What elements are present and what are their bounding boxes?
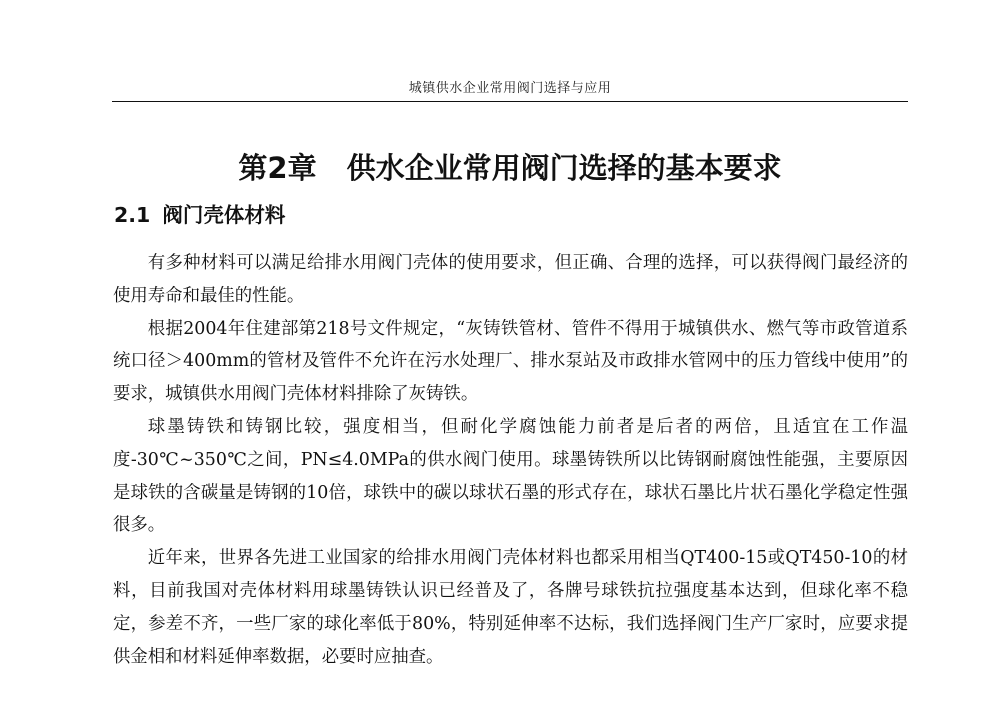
section-title-text: 阀门壳体材料: [162, 203, 286, 227]
section-heading: [114, 201, 285, 229]
chapter-number: 第2章: [238, 151, 317, 185]
chapter-title: [112, 150, 908, 186]
paragraph-1: 有多种材料可以满足给排水用阀门壳体的使用要求，但正确、合理的选择，可以获得阀门最经济的使用寿命和最佳的性能。: [113, 253, 908, 306]
section-number: 2.1: [114, 203, 151, 227]
body-text: [113, 247, 908, 673]
paragraph-2: 根据2004年住建部第218号文件规定，“灰铸铁管材、管件不得用于城镇供水、燃气等市政管道系统口径＞400mm的管材及管件不允许在污水处理厂、排水泵站及市政排水管网中的压力管线中使用”的要求，城镇供水用阀门壳体材料排除了灰铸铁。: [113, 318, 908, 405]
paragraph-4: 近年来，世界各先进工业国家的给排水用阀门壳体材料也都采用相当QT400-15或QT450-10的材料，目前我国对壳体材料用球墨铸铁认识已经普及了，各牌号球铁抗拉强度基本达到，但球化率不稳定，参差不齐，一些厂家的球化率低于80%，特别延伸率不达标，我们选择阀门生产厂家时，应要求提供金相和材料延伸率数据，必要时应抽查。: [113, 548, 908, 667]
running-header: 城镇供水企业常用阀门选择与应用: [408, 81, 612, 96]
chapter-title-text: 供水企业常用阀门选择的基本要求: [346, 151, 782, 185]
paragraph-3: 球墨铸铁和铸钢比较，强度相当，但耐化学腐蚀能力前者是后者的两倍，且适宜在工作温度-30℃~350℃之间，PN≤4.0MPa的供水阀门使用。球墨铸铁所以比铸钢耐腐蚀性能强，主要原因是球铁的含碳量是铸钢的10倍，球铁中的碳以球状石墨的形式存在，球状石墨比片状石墨化学稳定性强很多。: [113, 416, 908, 536]
header-rule: [112, 101, 908, 102]
